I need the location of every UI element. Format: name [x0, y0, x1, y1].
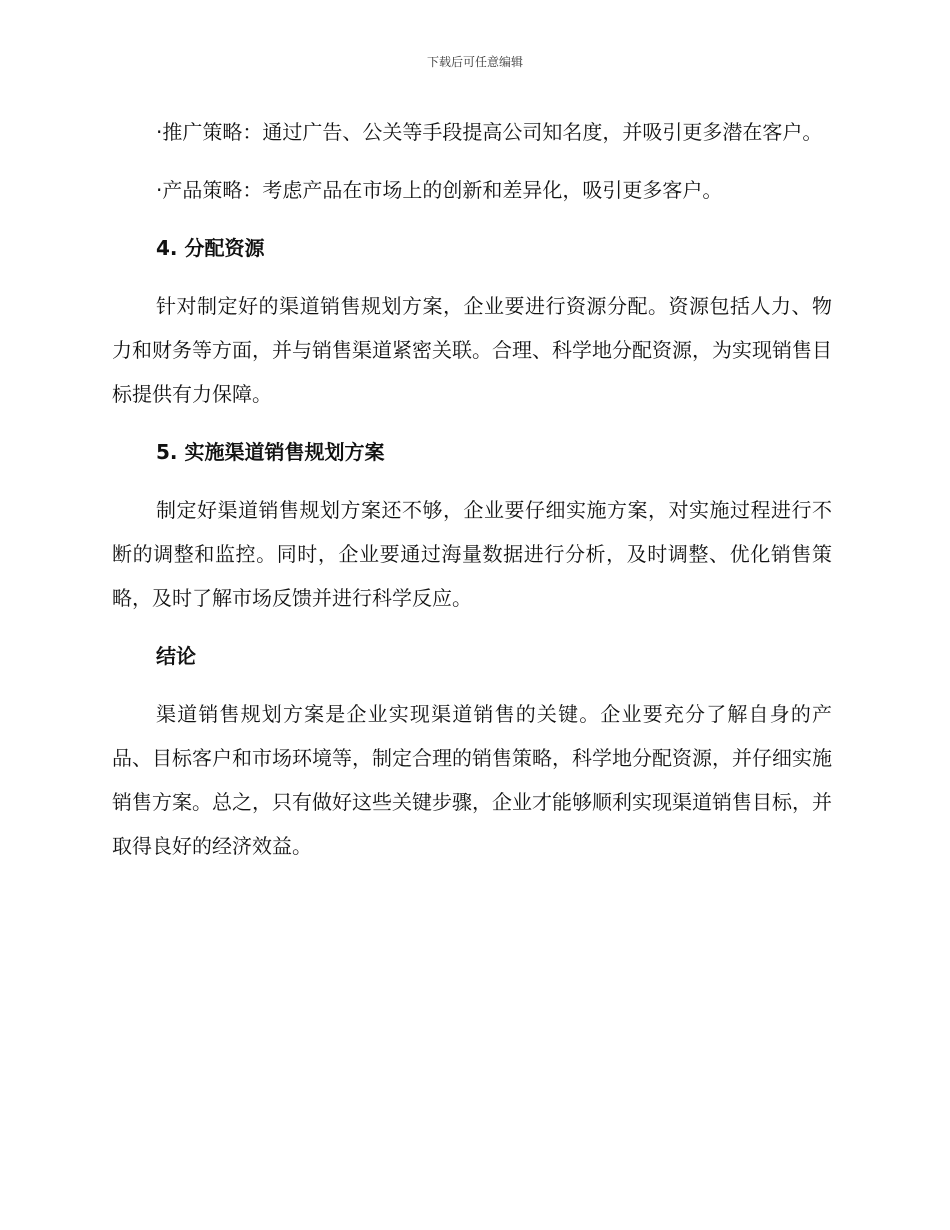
bullet-product-strategy: ·产品策略：考虑产品在市场上的创新和差异化，吸引更多客户。 — [156, 178, 723, 202]
spacer — [112, 270, 832, 284]
spacer — [112, 154, 832, 168]
section-4-heading: 4. 分配资源 — [156, 236, 265, 260]
section-4-paragraph: 针对制定好的渠道销售规划方案，企业要进行资源分配。资源包括人力、物力和财务等方面，并与销售渠道紧密关联。合理、科学地分配资源，为实现销售目标提供有力保障。 — [112, 294, 832, 406]
spacer — [112, 212, 832, 226]
page-header: 下载后可任意编辑 — [426, 55, 523, 69]
bullet-promotion-strategy: ·推广策略：通过广告、公关等手段提高公司知名度，并吸引更多潜在客户。 — [156, 120, 823, 144]
spacer — [112, 620, 832, 634]
conclusion-paragraph: 渠道销售规划方案是企业实现渠道销售的关键。企业要充分了解自身的产品、目标客户和市场环境等，制定合理的销售策略，科学地分配资源，并仔细实施销售方案。总之，只有做好这些关键步骤，企业才能够顺利实现渠道销售目标，并取得良好的经济效益。 — [112, 702, 832, 858]
spacer — [112, 678, 832, 692]
spacer — [112, 416, 832, 430]
spacer — [112, 474, 832, 488]
section-5-paragraph: 制定好渠道销售规划方案还不够，企业要仔细实施方案，对实施过程进行不断的调整和监控。同时，企业要通过海量数据进行分析，及时调整、优化销售策略，及时了解市场反馈并进行科学反应。 — [112, 498, 832, 610]
document-body — [112, 110, 832, 868]
section-5-heading: 5. 实施渠道销售规划方案 — [156, 440, 385, 464]
conclusion-heading: 结论 — [156, 644, 196, 668]
